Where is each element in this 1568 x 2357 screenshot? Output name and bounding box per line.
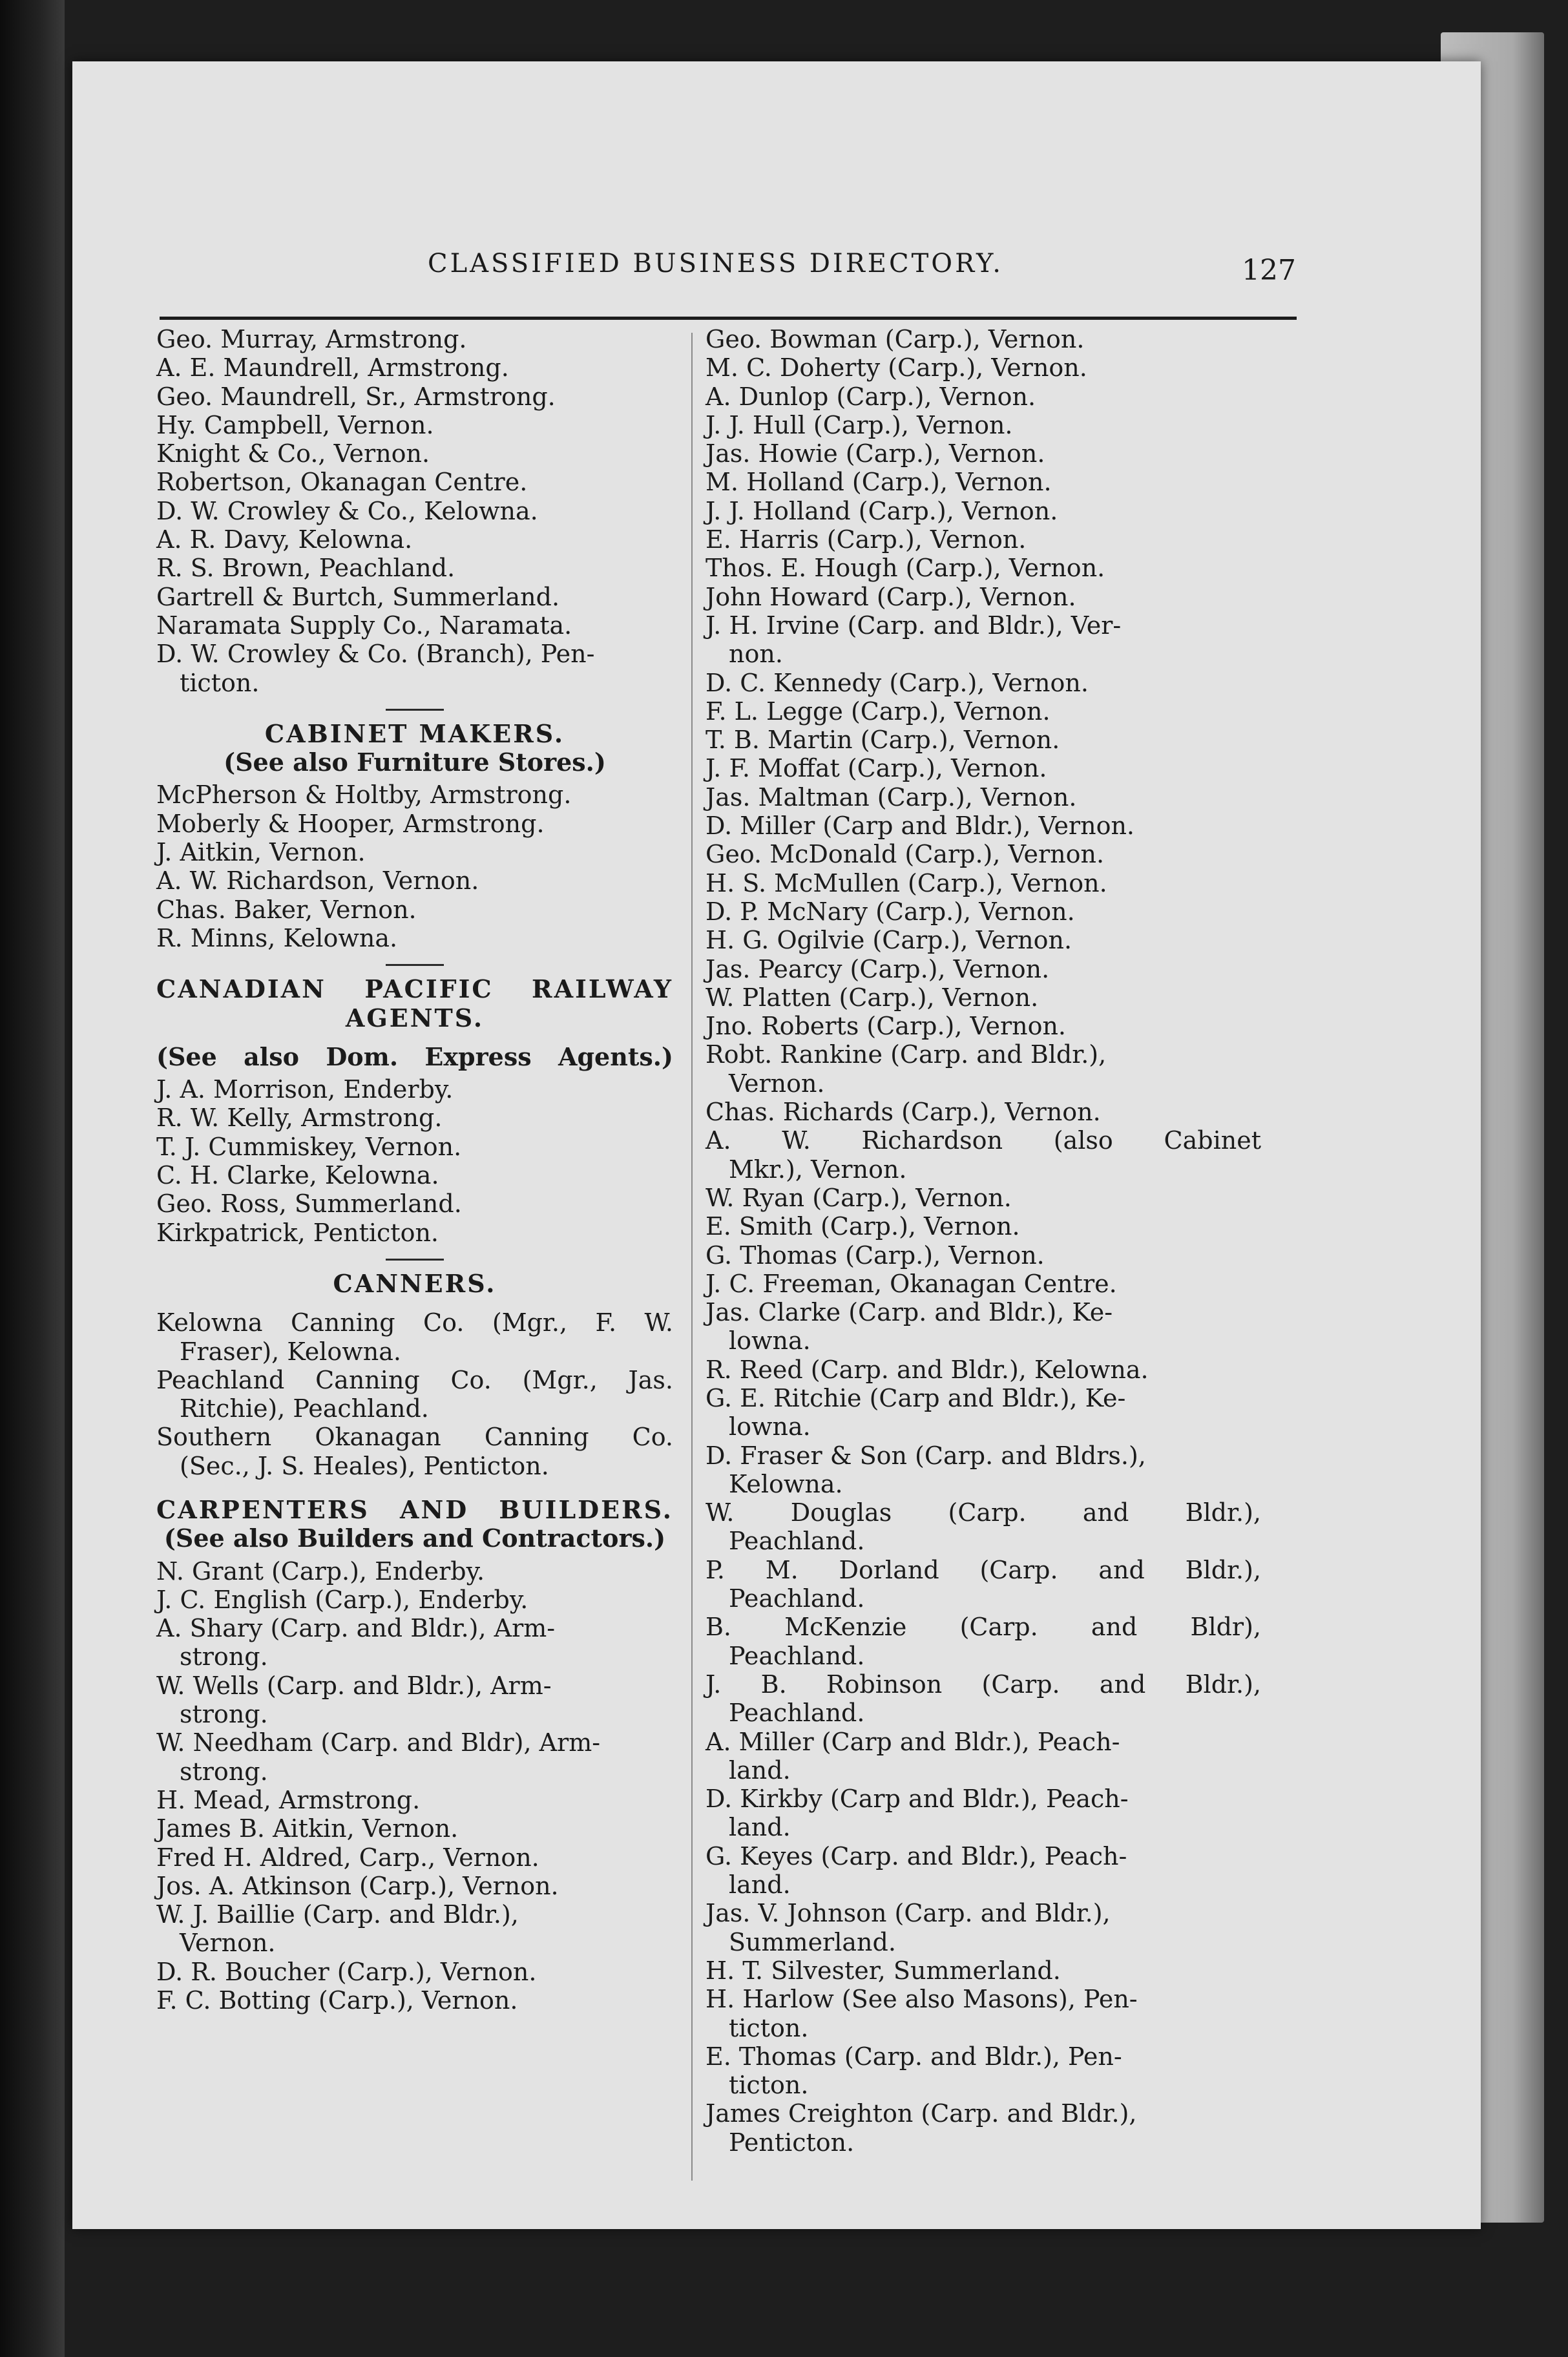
column-divider xyxy=(691,333,693,2181)
list-item: T. J. Cummiskey, Vernon. xyxy=(156,1132,462,1161)
list-item: J. C. Freeman, Okanagan Centre. xyxy=(706,1269,1117,1298)
list-item: lowna. xyxy=(729,1326,811,1356)
list-item: P. M. Dorland (Carp. and Bldr.), xyxy=(706,1555,1261,1584)
list-item: W. Ryan (Carp.), Vernon. xyxy=(706,1183,1012,1212)
list-item: D. Miller (Carp and Bldr.), Vernon. xyxy=(706,812,1134,841)
section-rule xyxy=(386,709,444,711)
list-item: (Sec., J. S. Heales), Penticton. xyxy=(180,1451,549,1480)
list-item: ticton. xyxy=(729,2013,809,2042)
directory-page xyxy=(72,61,1481,2229)
list-item: R. W. Kelly, Armstrong. xyxy=(156,1104,443,1133)
list-item: W. J. Baillie (Carp. and Bldr.), xyxy=(156,1900,519,1929)
cabinet-makers-list xyxy=(156,780,673,952)
canners-list xyxy=(156,1308,673,1480)
list-item: M. Holland (Carp.), Vernon. xyxy=(706,468,1052,497)
list-item: J. J. Hull (Carp.), Vernon. xyxy=(706,410,1013,439)
list-item: Ritchie), Peachland. xyxy=(180,1394,429,1423)
list-item: land. xyxy=(729,1870,791,1900)
list-item: E. Harris (Carp.), Vernon. xyxy=(706,525,1027,554)
list-item: Geo. Maundrell, Sr., Armstrong. xyxy=(156,382,556,411)
cpr-agents-list xyxy=(156,1075,673,1247)
page-number: 127 xyxy=(1242,254,1296,287)
list-item: ticton. xyxy=(180,668,260,697)
list-item: Vernon. xyxy=(729,1069,825,1098)
list-item: T. B. Martin (Carp.), Vernon. xyxy=(706,726,1060,755)
list-item: H. Mead, Armstrong. xyxy=(156,1785,421,1814)
list-item: Thos. E. Hough (Carp.), Vernon. xyxy=(706,554,1105,583)
list-item: Jas. Clarke (Carp. and Bldr.), Ke- xyxy=(706,1298,1113,1327)
list-item: Geo. Bowman (Carp.), Vernon. xyxy=(706,325,1085,353)
intro-list xyxy=(156,325,673,697)
list-item: ticton. xyxy=(729,2071,809,2100)
list-item: strong. xyxy=(180,1700,268,1729)
section-rule xyxy=(386,964,444,966)
section-subheading: (See also Builders and Contractors.) xyxy=(163,1524,666,1553)
list-item: A. W. Richardson (also Cabinet xyxy=(706,1126,1261,1155)
list-item: M. C. Doherty (Carp.), Vernon. xyxy=(706,353,1087,382)
list-item: A. E. Maundrell, Armstrong. xyxy=(156,353,509,382)
list-item: R. S. Brown, Peachland. xyxy=(156,554,455,583)
list-item: Southern Okanagan Canning Co. xyxy=(156,1423,673,1452)
list-item: Fraser), Kelowna. xyxy=(180,1337,401,1366)
list-item: J. J. Holland (Carp.), Vernon. xyxy=(706,496,1058,525)
list-item: Peachland. xyxy=(729,1699,865,1728)
carpenters-list xyxy=(156,1557,673,2015)
list-item: E. Smith (Carp.), Vernon. xyxy=(706,1212,1020,1241)
list-item: McPherson & Holtby, Armstrong. xyxy=(156,780,572,810)
list-item: Chas. Baker, Vernon. xyxy=(156,895,417,924)
list-item: Peachland. xyxy=(729,1527,865,1556)
section-subheading: (See also Furniture Stores.) xyxy=(224,748,606,777)
list-item: strong. xyxy=(180,1757,268,1786)
list-item: E. Thomas (Carp. and Bldr.), Pen- xyxy=(706,2042,1122,2071)
list-item: Mkr.), Vernon. xyxy=(729,1155,907,1184)
list-item: G. Thomas (Carp.), Vernon. xyxy=(706,1241,1045,1270)
list-item: Chas. Richards (Carp.), Vernon. xyxy=(706,1098,1101,1127)
list-item: Jas. Howie (Carp.), Vernon. xyxy=(706,439,1045,468)
list-item: Jas. Pearcy (Carp.), Vernon. xyxy=(706,954,1050,983)
list-item: H. T. Silvester, Summerland. xyxy=(706,1956,1061,1985)
list-item: James Creighton (Carp. and Bldr.), xyxy=(706,2099,1137,2128)
right-column xyxy=(706,325,1261,2157)
list-item: F. C. Botting (Carp.), Vernon. xyxy=(156,1986,518,2015)
list-item: Kelowna Canning Co. (Mgr., F. W. xyxy=(156,1308,673,1337)
list-item: Robt. Rankine (Carp. and Bldr.), xyxy=(706,1040,1107,1069)
list-item: A. Dunlop (Carp.), Vernon. xyxy=(706,382,1036,411)
list-item: J. H. Irvine (Carp. and Bldr.), Ver- xyxy=(706,611,1122,640)
list-item: Geo. Murray, Armstrong. xyxy=(156,325,467,353)
list-item: J. C. English (Carp.), Enderby. xyxy=(156,1585,528,1614)
list-item: James B. Aitkin, Vernon. xyxy=(156,1814,459,1843)
list-item: W. Douglas (Carp. and Bldr.), xyxy=(706,1498,1261,1527)
list-item: F. L. Legge (Carp.), Vernon. xyxy=(706,697,1051,726)
list-item: John Howard (Carp.), Vernon. xyxy=(706,582,1076,611)
section-heading-cpr-agents-cont: AGENTS. xyxy=(345,1003,485,1032)
list-item: D. C. Kennedy (Carp.), Vernon. xyxy=(706,668,1089,697)
list-item: lowna. xyxy=(729,1412,811,1441)
list-item: W. Needham (Carp. and Bldr), Arm- xyxy=(156,1728,601,1757)
list-item: Jno. Roberts (Carp.), Vernon. xyxy=(706,1012,1067,1041)
list-item: Gartrell & Burtch, Summerland. xyxy=(156,582,560,611)
list-item: D. W. Crowley & Co., Kelowna. xyxy=(156,496,538,525)
list-item: A. Shary (Carp. and Bldr.), Arm- xyxy=(156,1614,556,1643)
list-item: strong. xyxy=(180,1642,268,1671)
list-item: H. Harlow (See also Masons), Pen- xyxy=(706,1985,1138,2014)
list-item: B. McKenzie (Carp. and Bldr), xyxy=(706,1613,1261,1642)
list-item: Moberly & Hooper, Armstrong. xyxy=(156,809,545,838)
section-heading-carpenters: CARPENTERS AND BUILDERS. xyxy=(156,1494,673,1524)
list-item: land. xyxy=(729,1755,791,1785)
list-item: D. R. Boucher (Carp.), Vernon. xyxy=(156,1957,537,1986)
list-item: R. Reed (Carp. and Bldr.), Kelowna. xyxy=(706,1355,1149,1384)
section-heading-canners: CANNERS. xyxy=(333,1268,497,1298)
list-item: D. P. McNary (Carp.), Vernon. xyxy=(706,897,1075,926)
list-item: non. xyxy=(729,640,783,669)
list-item: J. B. Robinson (Carp. and Bldr.), xyxy=(706,1670,1261,1699)
list-item: J. Aitkin, Vernon. xyxy=(156,838,366,867)
list-item: Fred H. Aldred, Carp., Vernon. xyxy=(156,1843,539,1872)
list-item: Jos. A. Atkinson (Carp.), Vernon. xyxy=(156,1871,559,1900)
list-item: Geo. McDonald (Carp.), Vernon. xyxy=(706,840,1105,869)
list-item: Jas. Maltman (Carp.), Vernon. xyxy=(706,782,1077,812)
list-item: H. G. Ogilvie (Carp.), Vernon. xyxy=(706,926,1072,955)
list-item: G. Keyes (Carp. and Bldr.), Peach- xyxy=(706,1841,1127,1870)
list-item: Hy. Campbell, Vernon. xyxy=(156,410,434,439)
list-item: Summerland. xyxy=(729,1927,896,1956)
list-item: J. F. Moffat (Carp.), Vernon. xyxy=(706,754,1047,783)
list-item: C. H. Clarke, Kelowna. xyxy=(156,1161,439,1190)
list-item: Robertson, Okanagan Centre. xyxy=(156,468,528,497)
list-item: Peachland. xyxy=(729,1641,865,1670)
list-item: Peachland Canning Co. (Mgr., Jas. xyxy=(156,1365,673,1394)
list-item: Naramata Supply Co., Naramata. xyxy=(156,611,572,640)
list-item: Kirkpatrick, Penticton. xyxy=(156,1218,439,1247)
list-item: Penticton. xyxy=(729,2128,855,2157)
running-head: CLASSIFIED BUSINESS DIRECTORY. xyxy=(428,249,1003,278)
section-heading-cpr-agents: CANADIAN PACIFIC RAILWAY xyxy=(156,974,673,1004)
list-item: D. Fraser & Son (Carp. and Bldrs.), xyxy=(706,1441,1146,1470)
list-item: land. xyxy=(729,1813,791,1842)
list-item: W. Platten (Carp.), Vernon. xyxy=(706,983,1039,1012)
list-item: J. A. Morrison, Enderby. xyxy=(156,1075,454,1104)
section-heading-cabinet-makers: CABINET MAKERS. xyxy=(264,718,565,748)
list-item: Peachland. xyxy=(729,1584,865,1613)
list-item: A. Miller (Carp and Bldr.), Peach- xyxy=(706,1727,1120,1756)
list-item: G. E. Ritchie (Carp and Bldr.), Ke- xyxy=(706,1383,1126,1412)
list-item: Kelowna. xyxy=(729,1469,843,1498)
list-item: Vernon. xyxy=(180,1929,276,1958)
list-item: N. Grant (Carp.), Enderby. xyxy=(156,1556,485,1586)
book-edge-left xyxy=(0,0,65,2357)
list-item: Geo. Ross, Summerland. xyxy=(156,1189,462,1219)
list-item: A. R. Davy, Kelowna. xyxy=(156,525,413,554)
list-item: D. Kirkby (Carp and Bldr.), Peach- xyxy=(706,1785,1129,1814)
list-item: Jas. V. Johnson (Carp. and Bldr.), xyxy=(706,1899,1111,1928)
section-subheading: (See also Dom. Express Agents.) xyxy=(156,1042,673,1071)
list-item: A. W. Richardson, Vernon. xyxy=(156,866,479,896)
list-item: H. S. McMullen (Carp.), Vernon. xyxy=(706,868,1107,897)
header-rule xyxy=(160,317,1297,320)
list-item: Knight & Co., Vernon. xyxy=(156,439,430,468)
left-column xyxy=(156,325,673,2015)
list-item: D. W. Crowley & Co. (Branch), Pen- xyxy=(156,640,595,669)
list-item: W. Wells (Carp. and Bldr.), Arm- xyxy=(156,1671,552,1700)
section-rule xyxy=(386,1259,444,1261)
list-item: R. Minns, Kelowna. xyxy=(156,923,398,952)
